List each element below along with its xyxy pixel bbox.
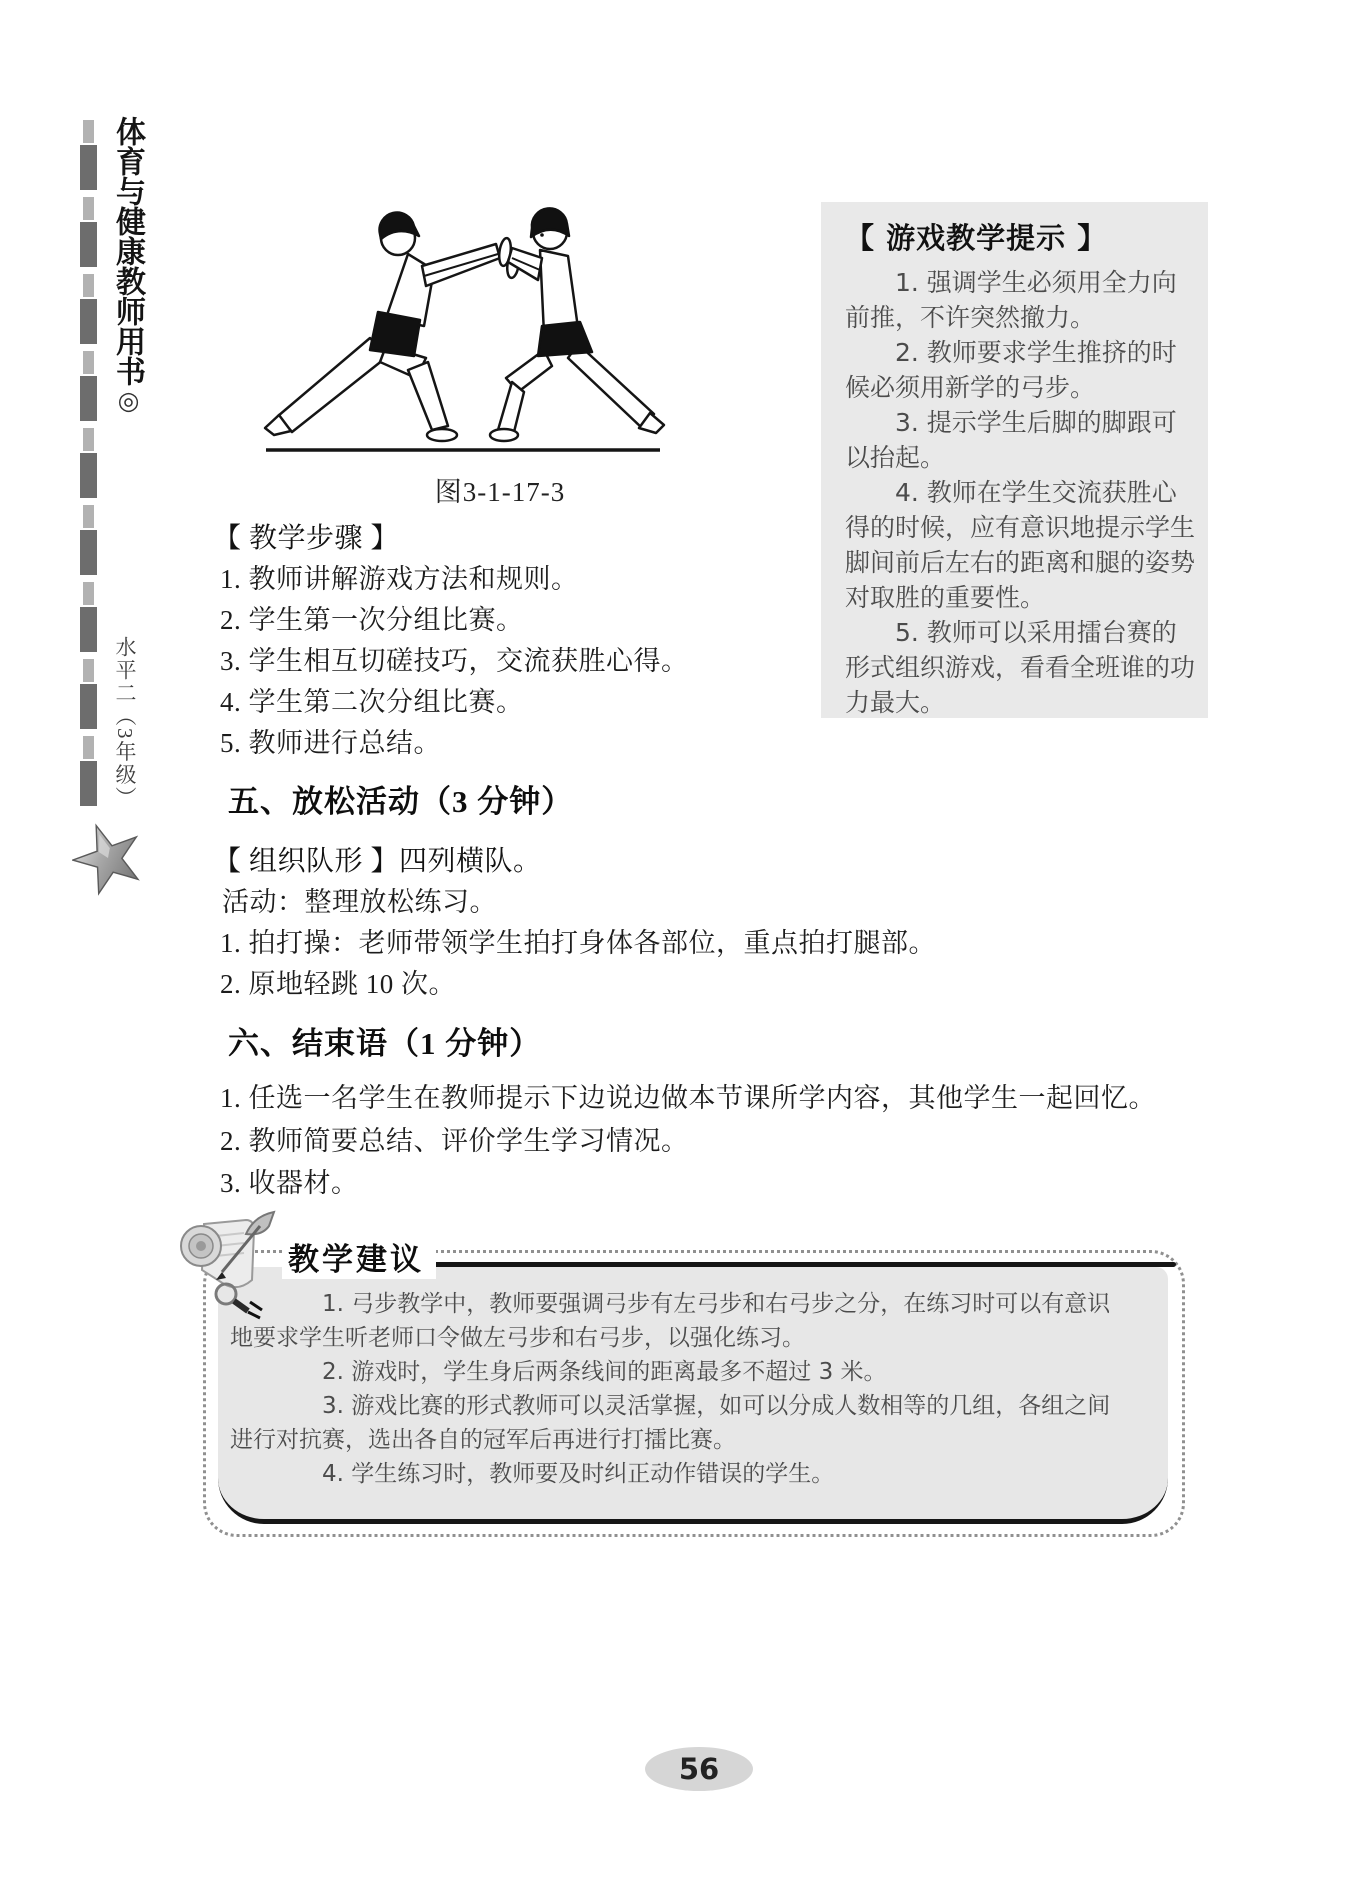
level-label: 水平二（3年级） xyxy=(113,636,137,810)
closing-item: 3. 收器材。 xyxy=(220,1168,359,1198)
teaching-step: 4. 学生第二次分组比赛。 xyxy=(220,687,524,717)
suggestion-item: 1. 弓步教学中，教师要强调弓步有左弓步和右弓步之分，在练习时可以有意识地要求学生听老师口令做左弓步和右弓步，以强化练习。 xyxy=(230,1291,1111,1351)
activity-line: 活动：整理放松练习。 xyxy=(222,887,497,917)
suggestion-title: 教学建议 xyxy=(282,1234,436,1279)
section-five-heading: 五、放松活动（3 分钟） xyxy=(228,784,574,819)
closing-item: 1. 任选一名学生在教师提示下边说边做本节课所学内容，其他学生一起回忆。 xyxy=(220,1083,1156,1113)
page-number: 56 xyxy=(678,1752,720,1786)
game-tip-item: 5. 教师可以采用擂台赛的形式组织游戏，看看全班谁的功力最大。 xyxy=(845,618,1196,717)
book-title-text: 体育与健康教师用书 xyxy=(111,116,144,386)
game-tip-box xyxy=(821,202,1208,718)
formation-line: 【 组织队形 】四列横队。 xyxy=(213,846,542,877)
game-tip-item: 2. 教师要求学生推挤的时候必须用新学的弓步。 xyxy=(845,338,1177,402)
book-title-mark: ◎ xyxy=(114,386,141,415)
page-number-badge xyxy=(645,1747,753,1791)
suggestion-item: 4. 学生练习时，教师要及时纠正动作错误的学生。 xyxy=(322,1461,835,1487)
game-tip-item: 4. 教师在学生交流获胜心得的时候，应有意识地提示学生脚间前后左右的距离和腿的姿势对取胜的重要性。 xyxy=(845,478,1196,612)
suggestion-item: 3. 游戏比赛的形式教师可以灵活掌握，如可以分成人数相等的几组，各组之间进行对抗赛，选出各自的冠军后再进行打擂比赛。 xyxy=(230,1393,1111,1453)
relax-item: 2. 原地轻跳 10 次。 xyxy=(220,969,456,999)
star-icon xyxy=(72,814,144,902)
suggestion-content-box xyxy=(218,1267,1168,1524)
suggestion-title-rule xyxy=(404,1262,1176,1267)
figure-caption: 图3-1-17-3 xyxy=(434,477,566,507)
relax-item: 1. 拍打操：老师带领学生拍打身体各部位，重点拍打腿部。 xyxy=(220,928,936,958)
scroll-pencil-icon xyxy=(170,1206,288,1324)
section-six-heading: 六、结束语（1 分钟） xyxy=(228,1026,542,1061)
figure-illustration xyxy=(262,192,666,460)
closing-item: 2. 教师简要总结、评价学生学习情况。 xyxy=(220,1126,689,1156)
teaching-step: 2. 学生第一次分组比赛。 xyxy=(220,605,524,635)
suggestion-item: 2. 游戏时，学生身后两条线间的距离最多不超过 3 米。 xyxy=(322,1359,887,1385)
book-title xyxy=(108,116,146,415)
teaching-steps-heading: 【 教学步骤 】 xyxy=(213,523,400,554)
game-tip-item: 1. 强调学生必须用全力向前推，不许突然撤力。 xyxy=(845,268,1177,332)
sidebar-decoration-blocks xyxy=(80,120,97,813)
teaching-step: 1. 教师讲解游戏方法和规则。 xyxy=(220,564,579,594)
teaching-step: 3. 学生相互切磋技巧，交流获胜心得。 xyxy=(220,646,689,676)
game-tip-item: 3. 提示学生后脚的脚跟可以抬起。 xyxy=(845,408,1177,472)
teaching-step: 5. 教师进行总结。 xyxy=(220,728,441,758)
game-tip-title: 【 游戏教学提示 】 xyxy=(845,221,1108,255)
